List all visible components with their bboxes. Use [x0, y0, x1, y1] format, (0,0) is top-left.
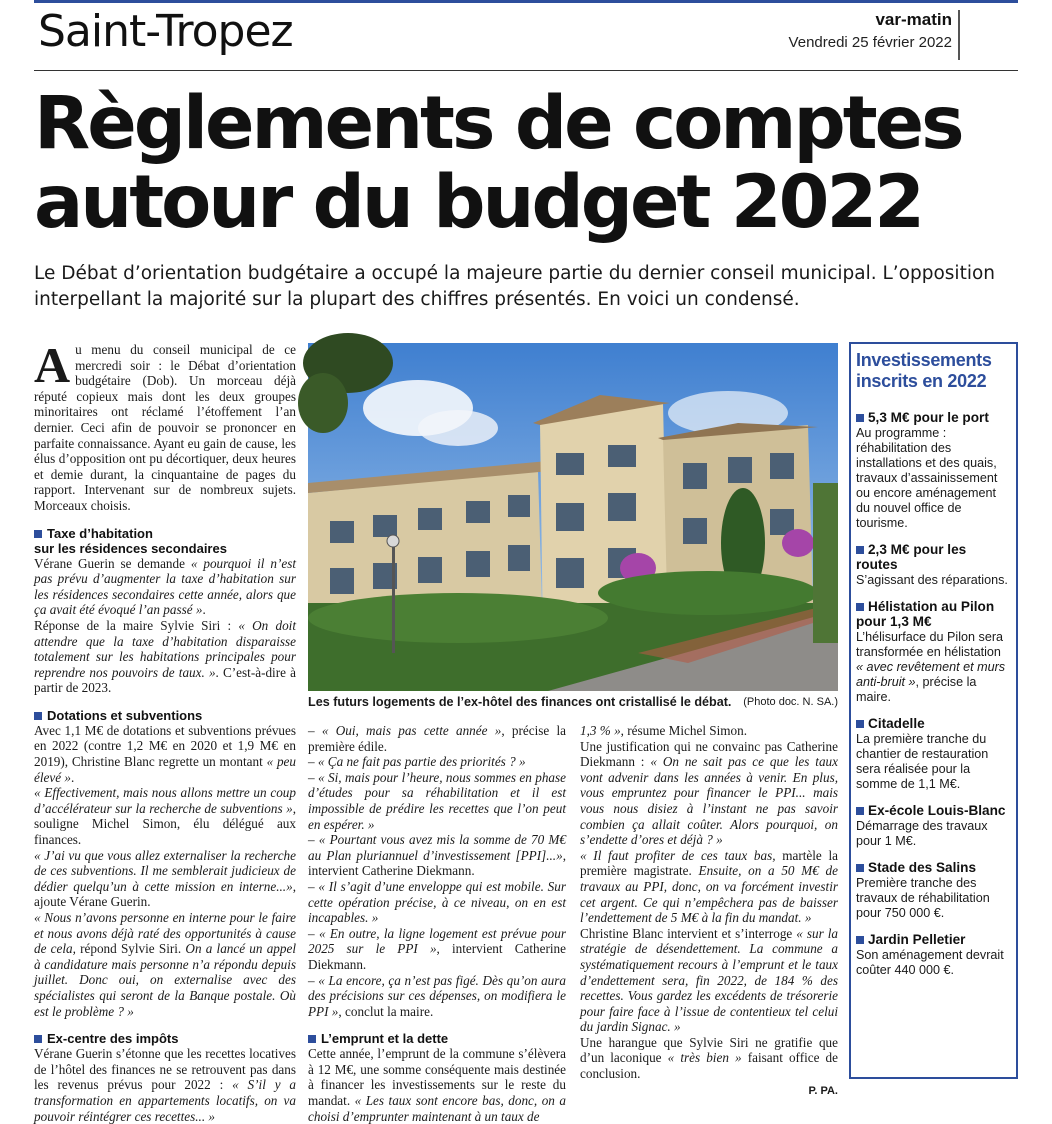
- paragraph: Christine Blanc intervient et s’interroge « sur la stratégie de désendettement. La commune a systématiquement recours à l’emprunt et le taux d’endettement sera, fin 2022, de 184 % des recettes. Vous gardez les excédents de trésorerie pour faire face à l’issue de contentieux tel celui du jardin Signac. »: [580, 925, 838, 1035]
- caption-text: Les futurs logements de l’ex-hôtel des finances ont cristallisé le débat.: [308, 695, 732, 709]
- sidebar-item-helistation: Hélistation au Pilon pour 1,3 M€ L’hélisurface du Pilon sera transformée en hélistation « avec revêtement et murs anti-bruit », précise la maire.: [856, 599, 1006, 704]
- article-column-3: [580, 723, 838, 1099]
- square-bullet-icon: [34, 530, 42, 538]
- square-bullet-icon: [856, 603, 864, 611]
- sidebar-item-stade: Stade des Salins Première tranche des travaux de réhabilitation pour 750 000 €.: [856, 860, 990, 920]
- square-bullet-icon: [34, 712, 42, 720]
- photo-credit: (Photo doc. N. SA.): [743, 696, 838, 708]
- paragraph: – « Si, mais pour l’heure, nous sommes en phase d’études pour sa réhabilitation et il est impossible de prédire les recettes que l’on peut en espérer. »: [308, 769, 566, 832]
- masthead: [789, 10, 960, 60]
- square-bullet-icon: [308, 1035, 316, 1043]
- paragraph: « Nous n’avons personne en interne pour le faire et nous avons déjà raté des opportunités à cause de cela, répond Sylvie Siri. On a lancé un appel à candidature mais personne n’a répondu depuis juillet. Donc oui, on externalise avec des spécialistes qui seront de la Banque postale. Où est le problème ? »: [34, 910, 296, 1019]
- top-rule: [34, 0, 1018, 3]
- brand-name: var-matin: [875, 10, 952, 29]
- intro-paragraph: Au menu du conseil municipal de ce mercredi soir : le Débat d’orientation budgétaire (Dob). Un morceau déjà réputé copieux mais dont les deux groupes minoritaires ont réclamé l’étoffement l’an dernier. Ceci afin de pouvoir se prononcer en parfaite connaissance. Ayant eu gain de cause, les élus d’opposition ont pu décortiquer, deux heures et demie durant, la cinquantaine de pages du rapport. Intervenant sur de nombreux sujets. Morceaux choisis.: [34, 337, 296, 513]
- square-bullet-icon: [856, 936, 864, 944]
- square-bullet-icon: [856, 414, 864, 422]
- square-bullet-icon: [856, 807, 864, 815]
- section-title: Saint-Tropez: [38, 6, 293, 57]
- square-bullet-icon: [856, 546, 864, 554]
- subhead-emprunt: L’emprunt et la dette: [308, 1031, 566, 1046]
- paragraph: Vérane Guerin s’étonne que les recettes locatives de l’hôtel des finances ne se retrouvent pas dans les revenus prévus pour 2022 : « S’il y a transformation en appartements locatifs, on va pouvoir réintégrer ces recettes... »: [34, 1046, 296, 1124]
- issue-date: Vendredi 25 février 2022: [788, 34, 952, 51]
- paragraph: – « Ça ne fait pas partie des priorités ? »: [308, 754, 526, 770]
- paragraph: « J’ai vu que vous allez externaliser la recherche de ces subventions. Il me semblerait judicieux de dédier quelqu’un à cette mission en interne...», ajoute Vérane Guerin.: [34, 847, 296, 910]
- subhead-taxe: Taxe d’habitation sur les résidences secondaires: [34, 525, 227, 556]
- square-bullet-icon: [34, 1035, 42, 1043]
- dropcap: A: [34, 337, 71, 393]
- building-photo: [308, 343, 838, 691]
- paragraph: – « La encore, ça n’est pas figé. Dès qu’on aura des précisions sur ces dépenses, on modifiera le PPI », conclut la maire.: [308, 972, 566, 1019]
- paragraph: « Il faut profiter de ces taux bas, martèle la première magistrate. Ensuite, on a 50 M€ de travaux au PPI, donc, on va forcément investir cet argent. Ce qui n’empêchera pas de baisser l’endettement de 5 M€ à la fin du mandat. »: [580, 847, 838, 926]
- sidebar-item-jardin: Jardin Pelletier Son aménagement devrait coûter 440 000 €.: [856, 932, 1004, 977]
- sidebar-item-citadelle: Citadelle La première tranche du chantier de restauration sera réalisée pour la somme de 1,1 M€.: [856, 716, 989, 791]
- header-rule: [34, 70, 1018, 71]
- article-column-2: [308, 723, 566, 1124]
- deck: Le Débat d’orientation budgétaire a occupé la majeure partie du dernier conseil municipal. L’opposition interpellant la majorité sur la plupart des chiffres présentés. En voici un condensé.: [34, 263, 996, 310]
- headline: Règlements de comptes autour du budget 2022: [34, 81, 962, 245]
- sidebar-title: Investissements inscrits en 2022: [856, 350, 992, 391]
- paragraph: Une justification qui ne convainc pas Catherine Diekmann : « On ne sait pas ce que les taux vont advenir dans les années à venir. En plus, vous empruntez pour financer le PPI... mais vous nous disiez à l’instant ne pas savoir combien ça allait coûter. Alors pourquoi, on s’endette d’ores et déjà ? »: [580, 738, 838, 848]
- paragraph: Vérane Guerin se demande « pourquoi il n’est pas prévu d’augmenter la taxe d’habitation sur les résidences secondaires cette année, alors que ça avait été évoqué l’an passé ».: [34, 555, 296, 618]
- square-bullet-icon: [856, 864, 864, 872]
- sidebar-item-ecole: Ex-école Louis-Blanc Démarrage des travaux pour 1 M€.: [856, 803, 1006, 848]
- sidebar-item-routes: 2,3 M€ pour les routes S’agissant des réparations.: [856, 542, 1008, 587]
- paragraph: 1,3 % », résume Michel Simon.: [580, 723, 748, 738]
- article-column-1: [34, 337, 296, 1124]
- photo-caption: [308, 694, 838, 710]
- paragraph: Cette année, l’emprunt de la commune s’élèvera à 12 M€, une somme conséquente mais destinée à financer les investissements sur le reste du mandat. « Les taux sont encore bas, donc, on a choisi d’emprunter maintenant à un taux de: [308, 1046, 566, 1124]
- paragraph: Avec 1,1 M€ de dotations et subventions prévues en 2022 (contre 1,2 M€ en 2020 et 1,9 M€ en 2019), Christine Blanc regrette un montant « peu élevé ».: [34, 722, 296, 785]
- subhead-dotations: Dotations et subventions: [34, 708, 296, 723]
- subhead-impots: Ex-centre des impôts: [34, 1031, 296, 1046]
- sidebar-item-port: 5,3 M€ pour le port Au programme : réhabilitation des installations et des quais, travaux d’assainissement ou encore aménagement du nouvel office de tourisme.: [856, 410, 998, 530]
- investments-sidebar: [849, 342, 1018, 1079]
- paragraph: – « Oui, mais pas cette année », précise la première édile.: [308, 723, 567, 754]
- paragraph: Une harangue que Sylvie Siri ne gratifie que d’un laconique « très bien » faisant office de conclusion.: [580, 1034, 839, 1082]
- paragraph: – « En outre, la ligne logement est prévue pour 2025 sur le PPI », intervient Catherine Diekmann.: [308, 925, 566, 972]
- author-signature: P. PA.: [808, 1084, 838, 1097]
- square-bullet-icon: [856, 720, 864, 728]
- paragraph: – « Pourtant vous avez mis la somme de 70 M€ au Plan pluriannuel d’investissement [PPI]...», intervient Catherine Diekmann.: [308, 832, 566, 879]
- paragraph: « Effectivement, mais nous allons mettre un coup d’accélérateur sur la recherche de subventions », souligne Michel Simon, élu délégué aux finances.: [34, 785, 296, 848]
- paragraph: – « Il s’agit d’une enveloppe qui est mobile. Sur cette opération précise, à ce niveau, on en est incapables. »: [308, 878, 566, 926]
- paragraph: Réponse de la maire Sylvie Siri : « On doit attendre que la taxe d’habitation disparaisse totalement sur les habitations principales pour reprendre nos pouvoirs de taux. ». C’est-à-dire à partir de 2023.: [34, 617, 296, 696]
